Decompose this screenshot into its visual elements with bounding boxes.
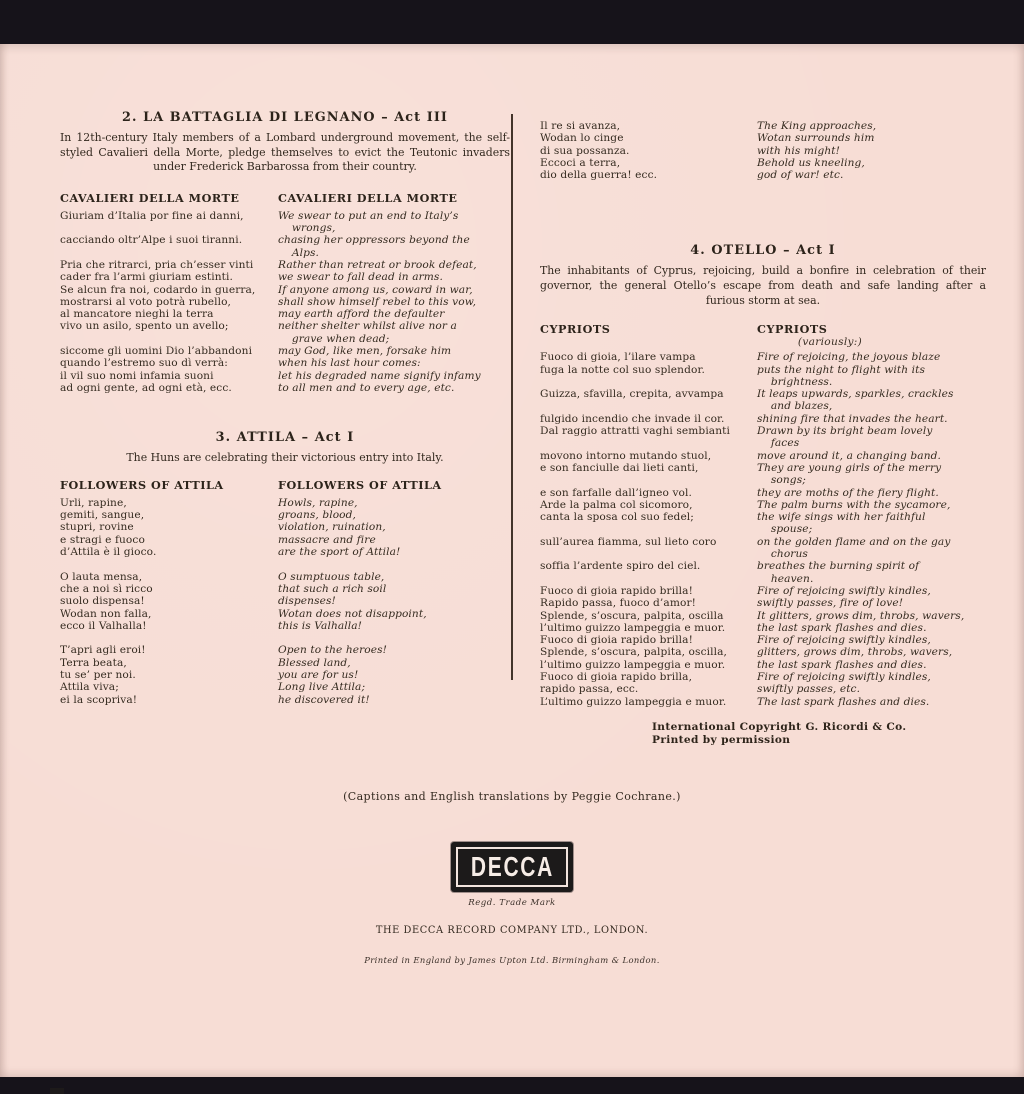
- decca-logo-text: DECCA: [470, 850, 554, 883]
- lyrics-otello: [540, 351, 986, 708]
- regd-trade-mark-label: Regd. Trade Mark: [468, 898, 556, 908]
- heading-row-cypriots: [540, 323, 986, 349]
- section-title-battaglia: 2. LA BATTAGLIA DI LEGNANO – Act III: [122, 110, 448, 125]
- section-intro-battaglia: In 12th-century Italy members of a Lombard underground movement, the self-styled Cavalieri della Morte, pledge themselves to evict the Teutonic invaders under Frederick Barbarossa from their country.: [60, 131, 510, 174]
- company-imprint: THE DECCA RECORD COMPANY LTD., LONDON.: [375, 925, 649, 936]
- lyrics-continuation-english-translation: The King approaches, Wotan surrounds him with his might! Behold us kneeling, god of war! etc.: [757, 120, 877, 182]
- lyrics-continuation-italian: Il re si avanza, Wodan lo cinge di sua possanza. Eccoci a terra, dio della guerra! ecc.: [540, 120, 658, 182]
- column-divider-rule: [511, 114, 513, 680]
- lyrics-battaglia-italian: Giuriam d’Italia por fine ai danni, cacciando oltr’Alpe i suoi tiranni. Pria che ritrarci, pria ch’esser vinti cader fra l’armi giuriam estinti. Se alcun fra noi, codardo in guerra, mostrarsi al voto potrà rubello, al mancatore nieghi la terra vivo un asilo, spento un avello; siccome gli uomini Dio l’abbandoni quando l’estremo suo dì verrà: il vil suo nomi infamia suoni ad ogni gente, ad ogni età, ecc.: [60, 209, 256, 394]
- section-title-attila: 3. ATTILA – Act I: [215, 430, 355, 446]
- section-intro-otello: The inhabitants of Cyprus, rejoicing, build a bonfire in celebration of their governor, the general Otello’s escape from death and safe landing after a furious storm at sea.: [540, 264, 986, 307]
- translations-credit: (Captions and English translations by Peggie Cochrane.): [343, 790, 681, 803]
- heading-followers-english: FOLLOWERS OF ATTILA: [278, 477, 442, 492]
- heading-cavalieri-english: CAVALIERI DELLA MORTE: [278, 190, 458, 205]
- lyrics-attila-english-translation: Howls, rapine, groans, blood, violation, ruination, massacre and fire are the sport of Attila! O sumptuous table, that such a rich soil dispenses! Wotan does not disappoint, this is Valhalla! Open to the heroes! Blessed land, you are for us! Long live Attila; he discovered it!: [278, 496, 427, 706]
- right-column: [540, 120, 986, 747]
- lyrics-battaglia: [60, 210, 510, 394]
- lyrics-battaglia-english-translation: We swear to put an end to Italy’s wrongs, chasing her oppressors beyond the Alps. Rather than retreat or brook defeat, we swear to fall dead in arms. If anyone among us, coward in war, shall show himself rebel to this vow, may earth afford the defaulter neither shelter whilst alive nor a grave when dead; may God, like men, forsake him when his last hour comes: let his degraded name signify infamy to all men and to every age, etc.: [278, 209, 481, 394]
- sleeve-paper: [0, 44, 1024, 1077]
- heading-cypriots-english: [757, 323, 986, 349]
- heading-cypriots-italian: CYPRIOTS: [540, 322, 611, 337]
- heading-cavalieri-italian: CAVALIERI DELLA MORTE: [60, 190, 240, 205]
- copyright-notice: International Copyright G. Ricordi & Co. Printed by permission: [652, 720, 907, 746]
- section-title-otello: 4. OTELLO – Act I: [690, 243, 836, 259]
- heading-cypriots-note: (variously:): [797, 336, 863, 349]
- decca-logo: [451, 842, 573, 892]
- heading-cypriots-english-label: CYPRIOTS: [757, 322, 828, 337]
- heading-row-followers: [60, 479, 510, 492]
- lyrics-otello-english-translation: Fire of rejoicing, the joyous blaze puts the night to flight with its brightness. It leaps upwards, sparkles, crackles and blazes, shining fire that invades the heart. Drawn by its bright beam lovely faces move around it, a changing band. They are young girls of the merry songs; they are moths of the fiery flight. The palm burns with the sycamore, the wife sings with her faithful spouse; on the golden flame and on the gay chorus breathes the burning spirit of heaven. Fire of rejoicing swiftly kindles, swiftly passes, fire of love! It glitters, grows dim, throbs, wavers, the last spark flashes and dies. Fire of rejoicing swiftly kindles, glitters, grows dim, throbs, wavers, the last spark flashes and dies. Fire of rejoicing swiftly kindles, swiftly passes, etc. The last spark flashes and dies.: [757, 351, 965, 708]
- heading-followers-italian: FOLLOWERS OF ATTILA: [60, 477, 224, 492]
- printer-imprint: Printed in England by James Upton Ltd. Birmingham & London.: [364, 955, 660, 965]
- edge-notch: [50, 1088, 64, 1094]
- decca-logo-inner-border: [456, 847, 568, 887]
- left-column: [60, 110, 510, 706]
- section-intro-attila: The Huns are celebrating their victorious entry into Italy.: [126, 451, 444, 465]
- heading-row-cavalieri: [60, 192, 510, 205]
- lyrics-continuation: [540, 120, 986, 181]
- lyrics-otello-italian: Fuoco di gioia, l’ilare vampa fuga la notte col suo splendor. Guizza, sfavilla, crepita, avvampa fulgido incendio che invade il cor. Dal raggio attratti vaghi sembianti movono intorno mutando stuol, e son fanciulle dai lieti canti, e son farfalle dall’igneo vol. Arde la palma col sicomoro, canta la sposa col suo fedel; sull’aurea fiamma, sul lieto coro soffia l’ardente spiro del ciel. Fuoco di gioia rapido brilla! Rapido passa, fuoco d’amor! Splende, s’oscura, palpita, oscilla l’ultimo guizzo lampeggia e muor. Fuoco di gioia rapido brilla! Splende, s’oscura, palpita, oscilla, l’ultimo guizzo lampeggia e muor. Fuoco di gioia rapido brilla, rapido passa, ecc. L’ultimo guizzo lampeggia e muor.: [540, 351, 730, 708]
- lyrics-attila: [60, 497, 510, 706]
- lyrics-attila-italian: Urli, rapine, gemiti, sangue, stupri, rovine e stragi e fuoco d’Attila è il gioco. O lauta mensa, che a noi sì ricco suolo dispensa! Wodan non falla, ecco il Valhalla! T’apri agli eroi! Terra beata, tu se’ per noi. Attila viva; ei la scopriva!: [60, 496, 157, 706]
